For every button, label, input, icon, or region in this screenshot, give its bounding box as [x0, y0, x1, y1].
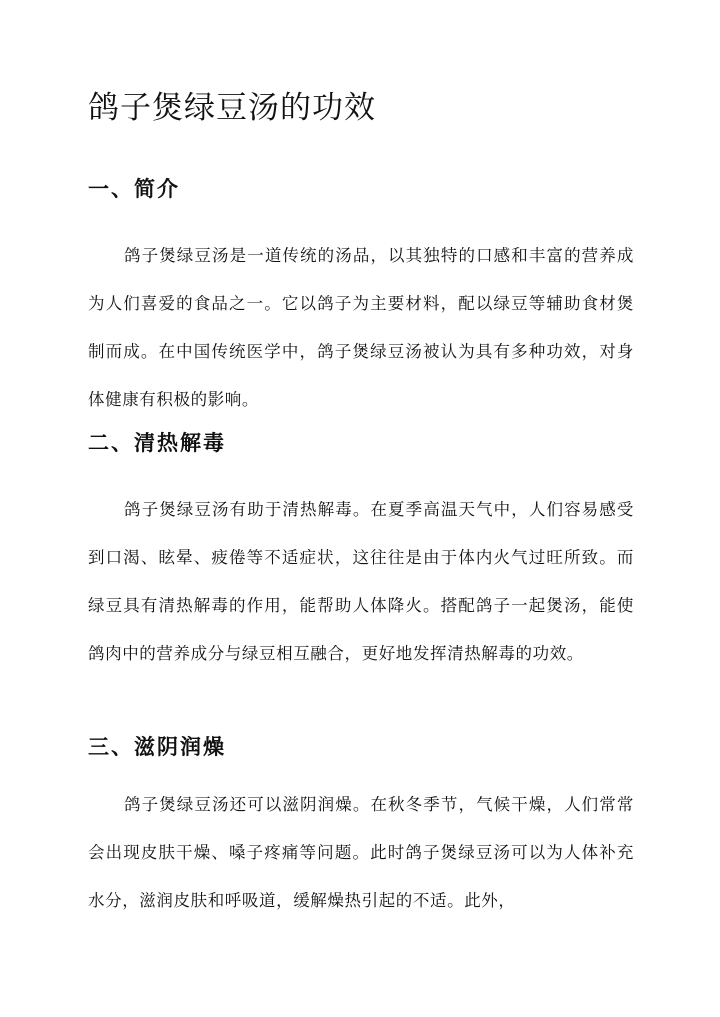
document-title: 鸽子煲绿豆汤的功效 — [88, 90, 376, 126]
section-heading-moisturize: 三、滋阴润燥 — [88, 734, 226, 759]
section-paragraph-moisturize: 鸽子煲绿豆汤还可以滋阴润燥。在秋冬季节，气候干燥，人们常常会出现皮肤干燥、嗓子疼痛等问题。此时鸽子煲绿豆汤可以为人体补充水分，滋润皮肤和呼吸道，缓解燥热引起的不适。此外， — [88, 795, 634, 910]
section-heading-detox: 二、清热解毒 — [88, 430, 226, 455]
section-paragraph-intro: 鸽子煲绿豆汤是一道传统的汤品，以其独特的口感和丰富的营养成为人们喜爱的食品之一。它以鸽子为主要材料，配以绿豆等辅助食材煲制而成。在中国传统医学中，鸽子煲绿豆汤被认为具有多种功效，对身体健康有积极的影响。 — [88, 246, 634, 409]
section-heading-intro: 一、简介 — [88, 176, 180, 201]
section-paragraph-detox: 鸽子煲绿豆汤有助于清热解毒。在夏季高温天气中，人们容易感受到口渴、眩晕、疲倦等不适症状，这往往是由于体内火气过旺所致。而绿豆具有清热解毒的作用，能帮助人体降火。搭配鸽子一起煲汤，能使鸽肉中的营养成分与绿豆相互融合，更好地发挥清热解毒的功效。 — [88, 500, 634, 663]
